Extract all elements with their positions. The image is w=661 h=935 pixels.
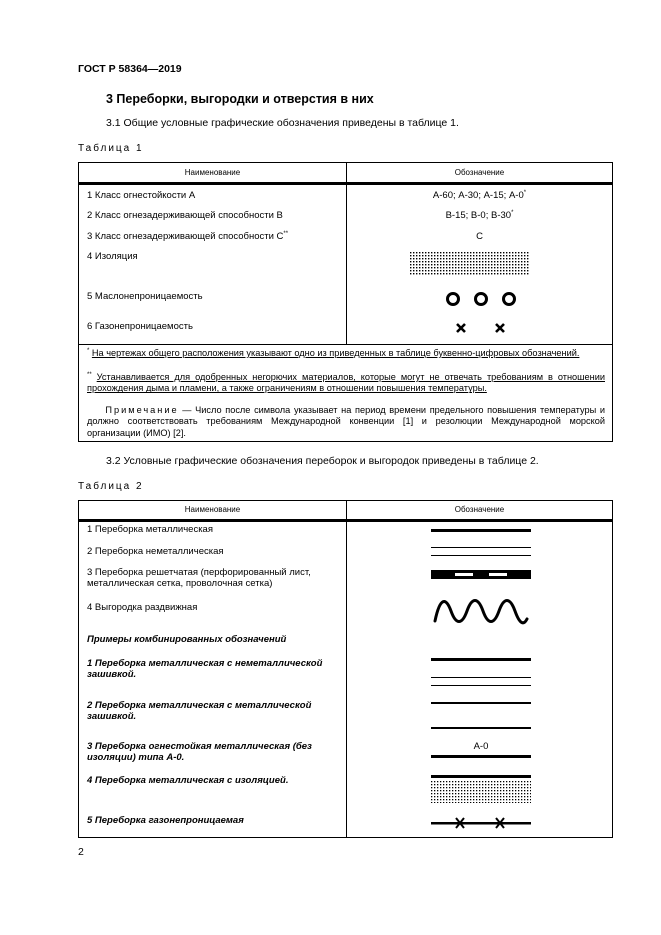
document-code: ГОСТ Р 58364—2019 <box>78 63 182 75</box>
table1-header-symbol: Обозначение <box>454 168 505 177</box>
combined-examples-heading: Примеры комбинированных обозначений <box>87 634 287 645</box>
a0-thick-line-icon <box>431 754 531 759</box>
three-circles-icon <box>441 290 521 308</box>
wave-icon <box>431 597 531 627</box>
table1 <box>78 162 613 442</box>
table1-footnote-2: ** Устанавливается для одобренных негорючих материалов, которые могут не отвечать требованиям в отношении прохождения дыма и пламени, а также ограничениям в отношении повышения температуры. <box>87 371 605 394</box>
double-line-icon <box>431 545 531 559</box>
thick-line-insulation-icon <box>431 775 531 805</box>
table2-example5-name: 5 Переборка газонепроницаемая <box>87 815 244 826</box>
table2-caption: Таблица 2 <box>78 481 144 492</box>
table2-row4-name: 4 Выгородка раздвижная <box>87 602 198 613</box>
table2-header-symbol: Обозначение <box>454 505 505 514</box>
thin-plus-thick-line-icon <box>431 700 531 732</box>
table1-row6-name: 6 Газонепроницаемость <box>87 321 193 332</box>
table1-row2-name: 2 Класс огнезадерживающей способности В <box>87 210 283 221</box>
thick-plus-double-line-icon <box>431 657 531 689</box>
table2-header-name: Наименование <box>184 505 241 514</box>
section-title: 3 Переборки, выгородки и отверстия в них <box>106 92 374 106</box>
two-crosses-icon <box>452 322 512 336</box>
table1-row1-name: 1 Класс огнестойкости А <box>87 190 196 201</box>
dashed-thick-line-icon <box>431 570 531 580</box>
paragraph-3-2: 3.2 Условные графические обозначения переборок и выгородок приведены в таблице 2. <box>106 455 539 467</box>
table2-column-divider <box>346 501 347 837</box>
table2-row3-name: 3 Переборка решетчатая (перфорированный лист, металлическая сетка, проволочная сетка) <box>87 567 311 589</box>
table1-row4-name: 4 Изоляция <box>87 251 138 262</box>
insulation-hatch-icon <box>410 252 530 276</box>
table2 <box>78 500 613 838</box>
table2-row2-name: 2 Переборка неметаллическая <box>87 546 224 557</box>
table2-example2-name: 2 Переборка металлическая с металлической зашивкой. <box>87 700 312 722</box>
table1-row1-symbol: А-60; А-30; А-15; А-0* <box>432 189 527 201</box>
table1-footnote-1: * На чертежах общего расположения указывают одно из приведенных в таблице буквенно-цифровых обозначений. <box>87 347 580 358</box>
thick-line-icon <box>431 528 531 534</box>
table1-caption: Таблица 1 <box>78 143 144 154</box>
table2-header-rule <box>79 519 612 522</box>
table2-example3-name: 3 Переборка огнестойкая металлическая (без изоляции) типа А-0. <box>87 741 312 763</box>
paragraph-3-1: 3.1 Общие условные графические обозначения приведены в таблице 1. <box>106 117 459 129</box>
table2-row1-name: 1 Переборка металлическая <box>87 524 213 535</box>
table1-note: Примечание — Число после символа указывает на период времени предельного повышения температуры и должно соответствовать требованиям Международной конвенции [1] и резолюции Международной морской организации (ИМО) [2]. <box>87 405 605 438</box>
table1-footnote-rule <box>79 344 612 345</box>
table2-example4-name: 4 Переборка металлическая с изоляцией. <box>87 775 289 786</box>
table2-example1-name: 1 Переборка металлическая с неметаллической зашивкой. <box>87 658 323 680</box>
table1-row3-name: 3 Класс огнезадерживающей способности С** <box>87 230 289 242</box>
table1-header-rule <box>79 182 612 185</box>
table1-row2-symbol: В-15; В-0; В-30* <box>445 209 514 221</box>
page-number: 2 <box>78 846 84 858</box>
table1-row5-name: 5 Маслонепроницаемость <box>87 291 203 302</box>
table1-header-name: Наименование <box>184 168 241 177</box>
a0-label: А-0 <box>473 741 489 752</box>
table1-row3-symbol: С <box>476 231 483 242</box>
line-with-crosses-icon <box>431 816 531 830</box>
